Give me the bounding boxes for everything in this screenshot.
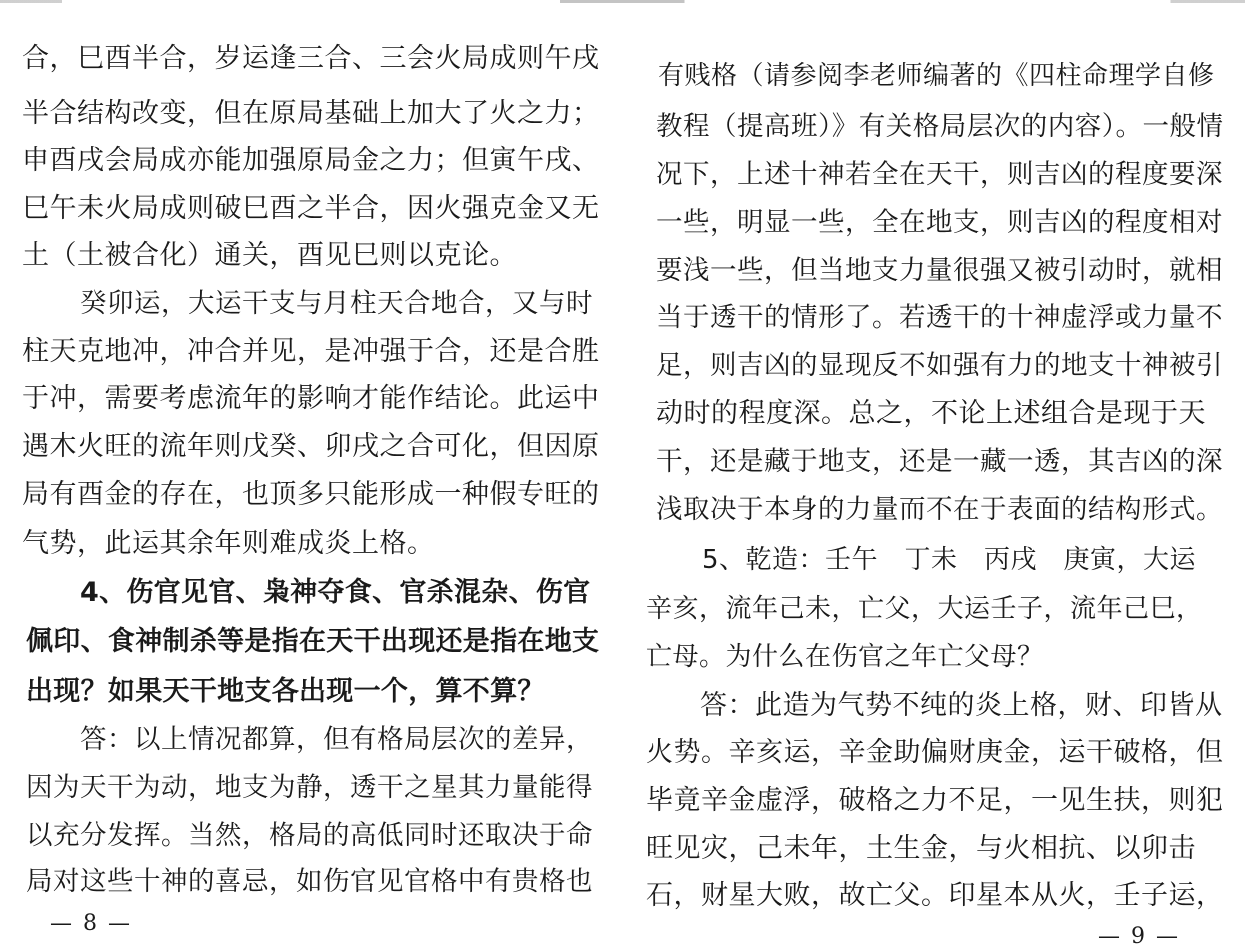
text-line: 遇木火旺的流年则戊癸、卯戌之合可化，但因原: [22, 431, 600, 462]
left-page: [0, 0, 622, 944]
text-line: 石，财星大败，故亡父。印星本从火，壬子运，: [646, 880, 1224, 911]
text-line: 半合结构改变，但在原局基础上加大了火之力；: [22, 98, 600, 129]
question-line: 亡母。为什么在伤官之年亡父母？: [646, 642, 1044, 672]
page-number: — 9 —: [1098, 924, 1180, 949]
page-number: — 8 —: [50, 911, 132, 936]
text-line: 要浅一些，但当地支力量很强又被引动时，就相: [656, 255, 1223, 286]
text-line: 局对这些十神的喜忌，如伤官见官格中有贵格也: [26, 866, 593, 897]
paragraph-start: 癸卯运，大运干支与月柱天合地合，又与时: [80, 288, 593, 319]
question-line: 出现？如果天干地支各出现一个，算不算？: [26, 676, 545, 707]
answer-start: 答：以上情况都算，但有格局层次的差异，: [80, 724, 593, 755]
text-line: 足，则吉凶的显现反不如强有力的地支十神被引: [656, 350, 1223, 381]
question-line: 辛亥，流年己未，亡父，大运壬子，流年己巳，: [646, 594, 1203, 624]
text-line: 干，还是藏于地支，还是一藏一透，其吉凶的深: [656, 446, 1223, 477]
text-line: 土（土被合化）通关，酉见巳则以克论。: [22, 240, 517, 271]
question-heading: 4、伤官见官、枭神夺食、官杀混杂、伤官: [80, 577, 591, 608]
text-line: 教程（提高班）》有关格局层次的内容）。一般情: [656, 111, 1224, 142]
text-line: 巳午未火局成则破巳酉之半合，因火强克金又无: [22, 193, 600, 224]
text-line: 于冲，需要考虑流年的影响才能作结论。此运中: [22, 383, 600, 414]
text-line: 一些，明显一些，全在地支，则吉凶的程度相对: [656, 207, 1223, 238]
answer-start: 答：此造为气势不纯的炎上格，财、印皆从: [700, 690, 1223, 721]
text-line: 浅取决于本身的力量而不在于表面的结构形式。: [656, 494, 1223, 525]
text-line: 因为天干为动，地支为静，透干之星其力量能得: [26, 772, 593, 803]
text-line: 当于透干的情形了。若透干的十神虚浮或力量不: [656, 302, 1223, 333]
text-line: 申酉戌会局成亦能加强原局金之力；但寅午戌、: [22, 145, 600, 176]
text-line: 火势。辛亥运，辛金助偏财庚金，运干破格，但: [646, 737, 1224, 768]
text-line: 以充分发挥。当然，格局的高低同时还取决于命: [26, 820, 593, 851]
question-heading: 5、乾造：壬午 丁未 丙戌 庚寅，大运: [702, 545, 1197, 575]
right-page: [622, 0, 1245, 949]
text-line: 气势，此运其余年则难成炎上格。: [22, 528, 435, 559]
text-line: 动时的程度深。总之，不论上述组合是现于天: [656, 398, 1206, 429]
text-line: 毕竟辛金虚浮，破格之力不足，一见生扶，则犯: [646, 785, 1224, 816]
text-line: 柱天克地冲，冲合并见，是冲强于合，还是合胜: [22, 336, 600, 367]
text-line: 况下，上述十神若全在天干，则吉凶的程度要深: [656, 159, 1223, 190]
text-line: 局有酉金的存在，也顶多只能形成一种假专旺的: [22, 479, 600, 510]
question-line: 佩印、食神制杀等是指在天干出现还是指在地支: [26, 626, 600, 657]
text-line: 旺见灾，己未年，土生金，与火相抗、以卯击: [646, 833, 1196, 864]
text-line: 有贱格（请参阅李老师编著的《四柱命理学自修: [658, 61, 1215, 91]
text-line: 合，巳酉半合，岁运逢三合、三会火局成则午戌: [22, 43, 600, 74]
